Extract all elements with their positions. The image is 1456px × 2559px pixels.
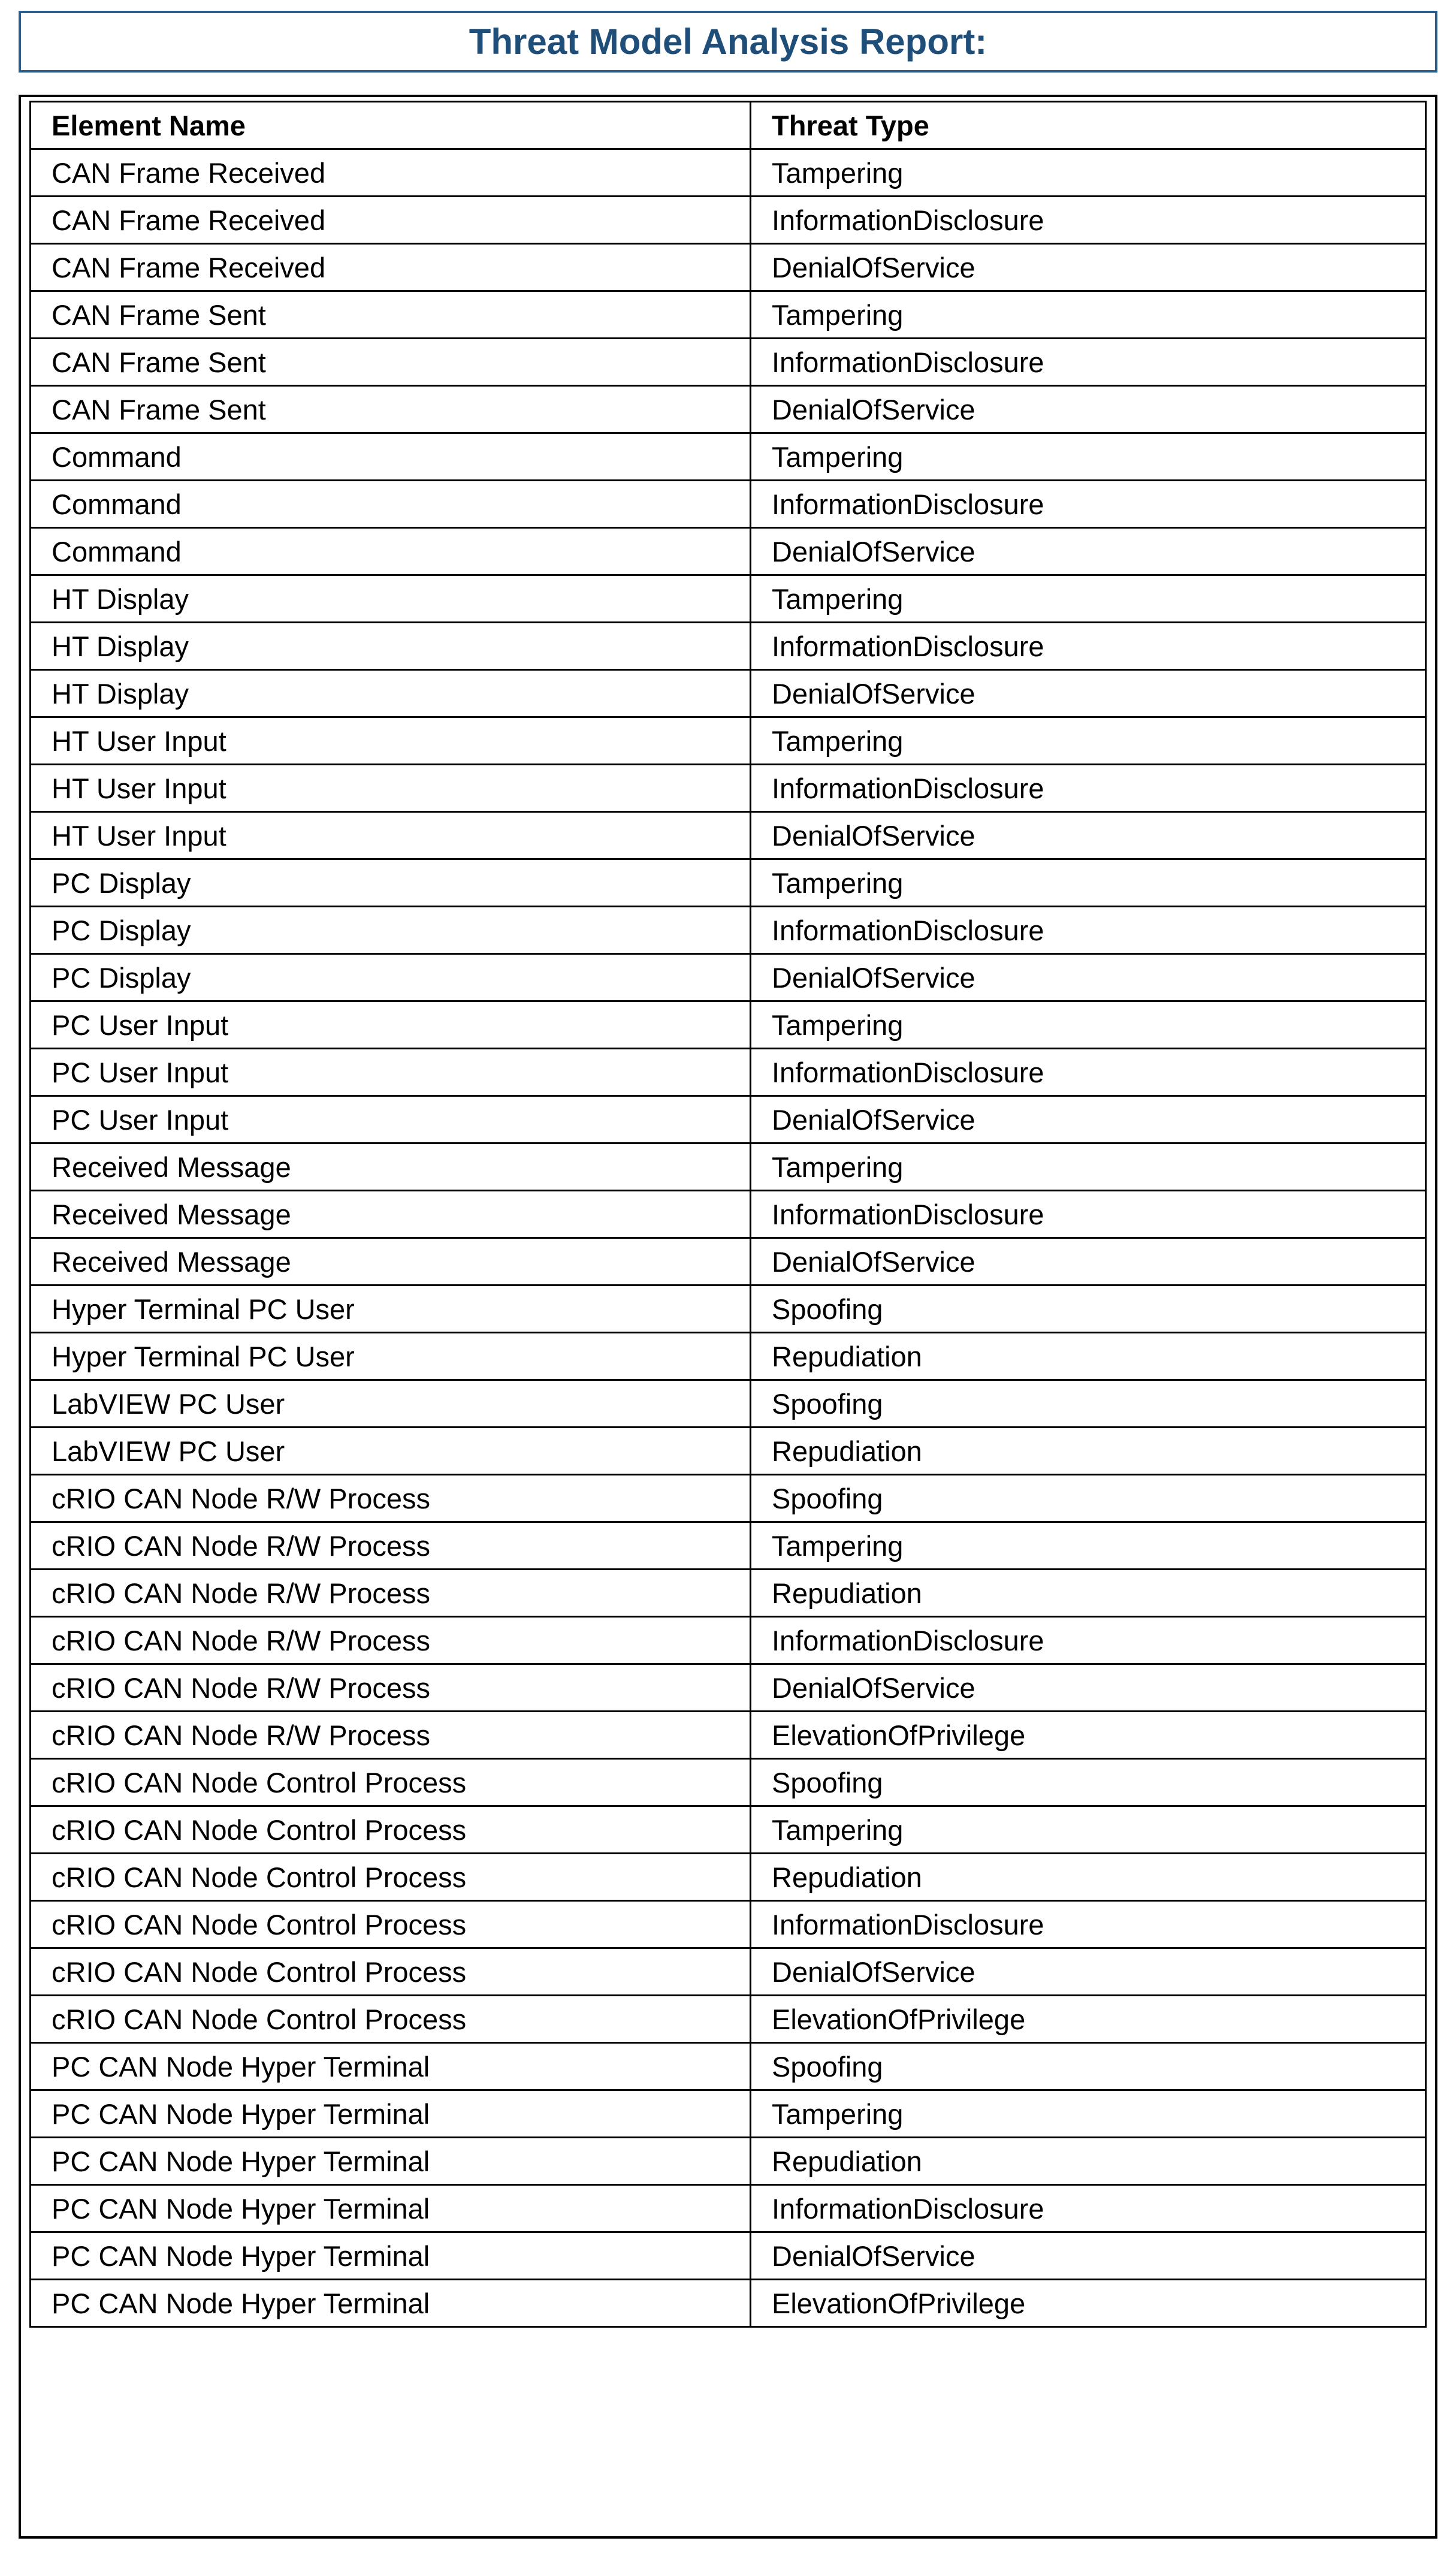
- threat-type-cell: Tampering: [751, 149, 1426, 197]
- threat-type-cell: Spoofing: [751, 1759, 1426, 1806]
- threat-type-cell: InformationDisclosure: [751, 1191, 1426, 1238]
- threat-type-cell: DenialOfService: [751, 812, 1426, 859]
- table-row: [31, 717, 1426, 765]
- table-row: [31, 623, 1426, 670]
- table-row: [31, 575, 1426, 623]
- threat-type-cell: DenialOfService: [751, 670, 1426, 717]
- table-row: [31, 907, 1426, 954]
- element-name-cell: CAN Frame Sent: [31, 291, 751, 339]
- element-name-cell: cRIO CAN Node Control Process: [31, 1806, 751, 1854]
- element-name-cell: HT Display: [31, 575, 751, 623]
- table-row: [31, 1191, 1426, 1238]
- element-name-cell: PC User Input: [31, 1049, 751, 1096]
- table-row: [31, 954, 1426, 1001]
- element-name-cell: LabVIEW PC User: [31, 1380, 751, 1428]
- element-name-cell: PC Display: [31, 954, 751, 1001]
- element-name-cell: LabVIEW PC User: [31, 1428, 751, 1475]
- table-row: [31, 291, 1426, 339]
- table-row: [31, 1238, 1426, 1285]
- table-row: [31, 1712, 1426, 1759]
- table-row: [31, 149, 1426, 197]
- table-row: [31, 1333, 1426, 1380]
- threat-type-cell: InformationDisclosure: [751, 1049, 1426, 1096]
- threat-table-container: [19, 95, 1437, 2539]
- table-body: [31, 149, 1426, 2327]
- threat-type-cell: Tampering: [751, 717, 1426, 765]
- element-name-cell: Command: [31, 481, 751, 528]
- table-row: [31, 1475, 1426, 1522]
- threat-type-cell: Repudiation: [751, 2138, 1426, 2185]
- element-name-cell: Command: [31, 528, 751, 575]
- column-header-element-name: Element Name: [31, 102, 751, 149]
- threat-type-cell: Repudiation: [751, 1570, 1426, 1617]
- element-name-cell: cRIO CAN Node Control Process: [31, 1996, 751, 2043]
- table-row: [31, 2138, 1426, 2185]
- table-row: [31, 1617, 1426, 1664]
- threat-type-cell: Repudiation: [751, 1333, 1426, 1380]
- element-name-cell: cRIO CAN Node Control Process: [31, 1948, 751, 1996]
- threat-type-cell: DenialOfService: [751, 244, 1426, 291]
- table-row: [31, 433, 1426, 481]
- element-name-cell: PC Display: [31, 907, 751, 954]
- report-title: Threat Model Analysis Report:: [469, 22, 987, 62]
- table-row: [31, 197, 1426, 244]
- table-row: [31, 1759, 1426, 1806]
- element-name-cell: CAN Frame Received: [31, 197, 751, 244]
- table-row: [31, 1380, 1426, 1428]
- table-row: [31, 386, 1426, 433]
- element-name-cell: PC CAN Node Hyper Terminal: [31, 2043, 751, 2090]
- table-row: [31, 1428, 1426, 1475]
- table-row: [31, 244, 1426, 291]
- table-row: [31, 765, 1426, 812]
- table-row: [31, 1664, 1426, 1712]
- table-row: [31, 1001, 1426, 1049]
- element-name-cell: cRIO CAN Node Control Process: [31, 1854, 751, 1901]
- element-name-cell: HT Display: [31, 623, 751, 670]
- element-name-cell: cRIO CAN Node R/W Process: [31, 1664, 751, 1712]
- element-name-cell: Received Message: [31, 1143, 751, 1191]
- element-name-cell: CAN Frame Sent: [31, 339, 751, 386]
- table-row: [31, 1570, 1426, 1617]
- element-name-cell: HT User Input: [31, 765, 751, 812]
- element-name-cell: PC CAN Node Hyper Terminal: [31, 2280, 751, 2327]
- threat-table: [29, 101, 1427, 2328]
- table-row: [31, 1996, 1426, 2043]
- threat-type-cell: DenialOfService: [751, 1948, 1426, 1996]
- table-row: [31, 528, 1426, 575]
- element-name-cell: PC User Input: [31, 1096, 751, 1143]
- table-row: [31, 1522, 1426, 1570]
- element-name-cell: Received Message: [31, 1238, 751, 1285]
- threat-type-cell: DenialOfService: [751, 2232, 1426, 2280]
- threat-type-cell: Repudiation: [751, 1428, 1426, 1475]
- table-row: [31, 1948, 1426, 1996]
- element-name-cell: PC CAN Node Hyper Terminal: [31, 2185, 751, 2232]
- element-name-cell: PC CAN Node Hyper Terminal: [31, 2138, 751, 2185]
- table-row: [31, 1806, 1426, 1854]
- element-name-cell: cRIO CAN Node Control Process: [31, 1901, 751, 1948]
- threat-type-cell: Tampering: [751, 291, 1426, 339]
- threat-type-cell: Spoofing: [751, 2043, 1426, 2090]
- threat-type-cell: InformationDisclosure: [751, 907, 1426, 954]
- table-row: [31, 2185, 1426, 2232]
- threat-type-cell: Repudiation: [751, 1854, 1426, 1901]
- element-name-cell: PC Display: [31, 859, 751, 907]
- threat-type-cell: DenialOfService: [751, 1238, 1426, 1285]
- threat-type-cell: ElevationOfPrivilege: [751, 1712, 1426, 1759]
- element-name-cell: Received Message: [31, 1191, 751, 1238]
- threat-type-cell: Tampering: [751, 575, 1426, 623]
- threat-type-cell: DenialOfService: [751, 1096, 1426, 1143]
- threat-type-cell: Tampering: [751, 1806, 1426, 1854]
- element-name-cell: CAN Frame Received: [31, 244, 751, 291]
- element-name-cell: HT Display: [31, 670, 751, 717]
- table-row: [31, 670, 1426, 717]
- threat-type-cell: DenialOfService: [751, 528, 1426, 575]
- table-row: [31, 1901, 1426, 1948]
- threat-type-cell: DenialOfService: [751, 386, 1426, 433]
- threat-type-cell: Spoofing: [751, 1475, 1426, 1522]
- threat-type-cell: Tampering: [751, 859, 1426, 907]
- threat-type-cell: DenialOfService: [751, 1664, 1426, 1712]
- threat-type-cell: InformationDisclosure: [751, 2185, 1426, 2232]
- threat-type-cell: Tampering: [751, 2090, 1426, 2138]
- threat-type-cell: InformationDisclosure: [751, 765, 1426, 812]
- element-name-cell: cRIO CAN Node R/W Process: [31, 1522, 751, 1570]
- threat-type-cell: InformationDisclosure: [751, 1617, 1426, 1664]
- threat-type-cell: Tampering: [751, 1001, 1426, 1049]
- element-name-cell: PC CAN Node Hyper Terminal: [31, 2232, 751, 2280]
- threat-type-cell: Tampering: [751, 433, 1426, 481]
- threat-type-cell: DenialOfService: [751, 954, 1426, 1001]
- table-row: [31, 339, 1426, 386]
- table-row: [31, 2090, 1426, 2138]
- table-row: [31, 2232, 1426, 2280]
- column-header-threat-type: Threat Type: [751, 102, 1426, 149]
- table-header-row: [31, 102, 1426, 149]
- threat-type-cell: InformationDisclosure: [751, 623, 1426, 670]
- threat-type-cell: Spoofing: [751, 1380, 1426, 1428]
- table-row: [31, 1049, 1426, 1096]
- table-row: [31, 2043, 1426, 2090]
- element-name-cell: cRIO CAN Node R/W Process: [31, 1617, 751, 1664]
- element-name-cell: CAN Frame Received: [31, 149, 751, 197]
- element-name-cell: PC User Input: [31, 1001, 751, 1049]
- table-row: [31, 1285, 1426, 1333]
- threat-type-cell: InformationDisclosure: [751, 339, 1426, 386]
- element-name-cell: cRIO CAN Node Control Process: [31, 1759, 751, 1806]
- element-name-cell: Command: [31, 433, 751, 481]
- element-name-cell: cRIO CAN Node R/W Process: [31, 1475, 751, 1522]
- table-row: [31, 481, 1426, 528]
- table-row: [31, 1143, 1426, 1191]
- element-name-cell: cRIO CAN Node R/W Process: [31, 1570, 751, 1617]
- threat-type-cell: InformationDisclosure: [751, 1901, 1426, 1948]
- threat-type-cell: InformationDisclosure: [751, 481, 1426, 528]
- element-name-cell: Hyper Terminal PC User: [31, 1285, 751, 1333]
- element-name-cell: HT User Input: [31, 717, 751, 765]
- report-title-box: [19, 11, 1437, 73]
- threat-type-cell: Tampering: [751, 1143, 1426, 1191]
- table-row: [31, 1096, 1426, 1143]
- threat-type-cell: ElevationOfPrivilege: [751, 2280, 1426, 2327]
- threat-type-cell: InformationDisclosure: [751, 197, 1426, 244]
- table-row: [31, 859, 1426, 907]
- element-name-cell: Hyper Terminal PC User: [31, 1333, 751, 1380]
- threat-type-cell: Tampering: [751, 1522, 1426, 1570]
- threat-type-cell: Spoofing: [751, 1285, 1426, 1333]
- element-name-cell: HT User Input: [31, 812, 751, 859]
- table-row: [31, 1854, 1426, 1901]
- element-name-cell: PC CAN Node Hyper Terminal: [31, 2090, 751, 2138]
- threat-type-cell: ElevationOfPrivilege: [751, 1996, 1426, 2043]
- table-row: [31, 2280, 1426, 2327]
- element-name-cell: cRIO CAN Node R/W Process: [31, 1712, 751, 1759]
- element-name-cell: CAN Frame Sent: [31, 386, 751, 433]
- table-row: [31, 812, 1426, 859]
